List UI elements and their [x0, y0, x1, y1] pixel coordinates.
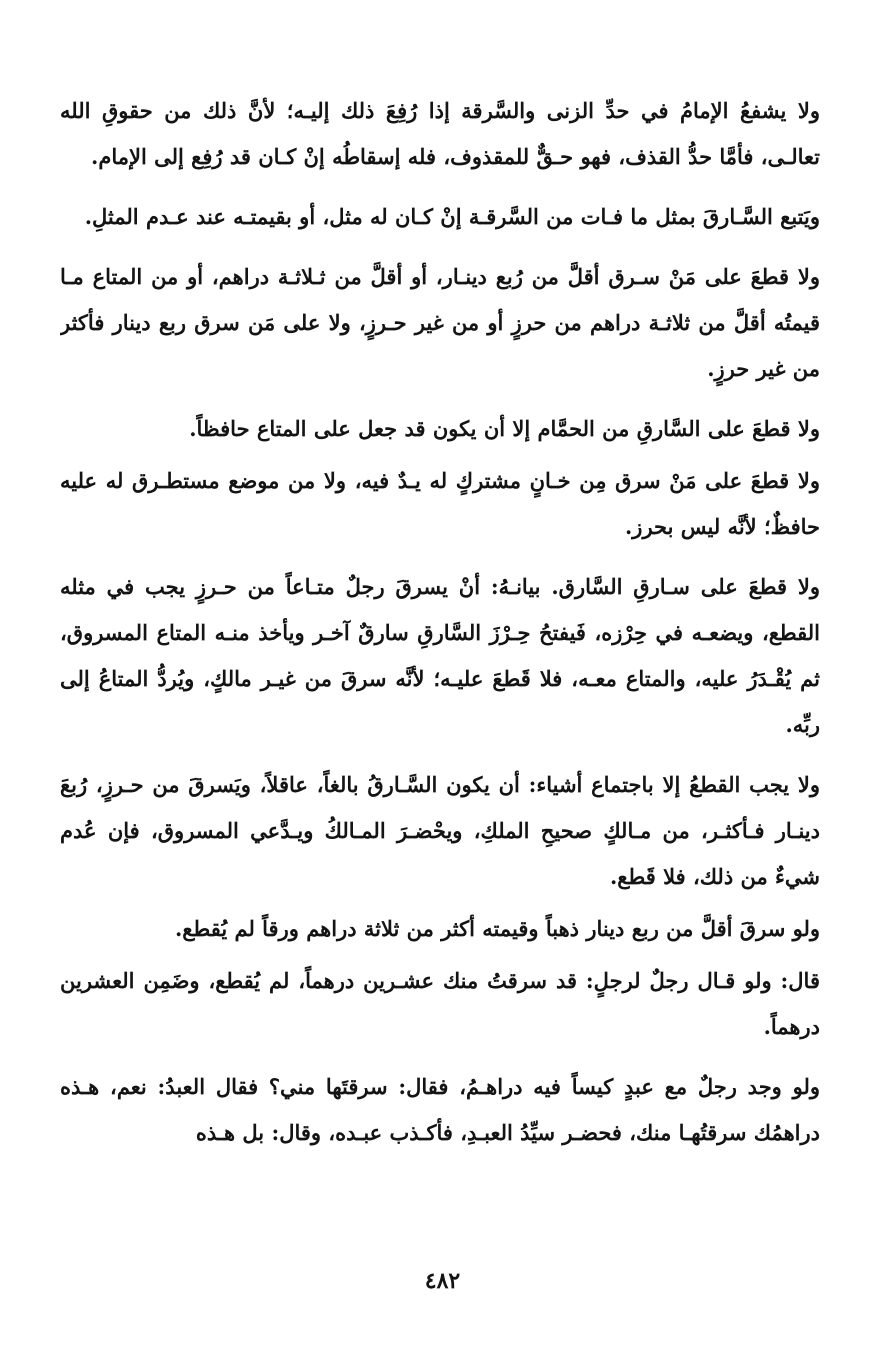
paragraph-slave-purse: ولو وجد رجلٌ مع عبدٍ كيساً فيه دراهـمُ، فقال: سرقتَها مني؟ فقال العبدُ: نعم، هـذه دراهمُك سرقتُهـا منك، فحضـر سيِّدُ العبـدِ، فأكـذب عبـده، وقال: بل هـذه	[60, 1074, 820, 1145]
paragraph-intercession: ولا يشفعُ الإمامُ في حدِّ الزنى والسَّرقة إذا رُفِعَ ذلك إليـه؛ لأنَّ ذلك من حقوقِ الله تعالـى، فأمَّا حدُّ القذف، فهو حـقٌّ للمقذوف، فله إسقاطُه إنْ كـان قد رُفِع إلى الإمام.	[60, 98, 820, 169]
paragraph-restitution: ويَتبع السَّـارقَ بمثل ما فـات من السَّرقـة إنْ كـان له مثل، أو بقيمتـه عند عـدم المثلِ.	[84, 204, 820, 229]
paragraph-bathhouse: ولا قطعَ على السَّارقِ من الحمَّام إلا أن يكون قد جعل على المتاع حافظاً.	[189, 416, 820, 441]
paragraph-shared-inn: ولا قطعَ على مَنْ سرق مِن خـانٍ مشتركٍ له يـدٌ فيه، ولا من موضع مستطـرق له عليه حافظٌ؛ لأنَّه ليس بحرز.	[60, 468, 820, 539]
paragraph-minimum-value: ولا قطعَ على مَنْ سـرق أقلَّ من رُبع دينـار، أو أقلَّ من ثـلاثـة دراهم، أو من المتاع مـا قيمتُه أقلَّ من ثلاثـة دراهم من حرزٍ أو من غير حـرزٍ، ولا على مَن سرق ربع دينار فأكثر من غير حرزٍ.	[60, 264, 820, 381]
paragraph-gold-silver: ولو سرقَ أقلَّ من ربع دينار ذهباً وقيمته أكثر من ثلاثة دراهم ورقاً لم يُقطع.	[174, 916, 820, 941]
page-body	[60, 88, 820, 1318]
paragraph-confession: قال: ولو قـال رجلٌ لرجلٍ: قد سرقتُ منك عشـرين درهماً، لم يُقطع، وضَمِن العشرين درهماً.	[60, 968, 820, 1039]
paragraph-conditions: ولا يجب القطعُ إلا باجتماع أشياء: أن يكون السَّـارقُ بالغاً، عاقلاً، ويَسرقَ من حـرزٍ، رُبعَ دينـار فـأكثـر، من مـالكٍ صحيحِ الملكِ، ويحْضـرَ المـالكُ ويـدَّعي المسروق، فإن عُدم شيءٌ من ذلك، فلا قَطع.	[60, 772, 820, 889]
paragraph-thief-of-thief: ولا قطعَ على سـارقِ السَّارق. بيانـهُ: أنْ يسرقَ رجلٌ متـاعاً من حـرزٍ يجب في مثله القطع، ويضعـه في حِرْزه، فَيفتحُ حِـرْزَ السَّارقِ سارقٌ آخـر ويأخذ منـه المتاع المسروق، ثم يُقْـدَرُ عليه، والمتاع معـه، فلا قَطعَ عليـه؛ لأنَّه سرقَ من غيـر مالكٍ، ويُردُّ المتاعُ إلى ربِّه.	[60, 574, 820, 737]
page-number: ٤٨٢	[424, 1268, 461, 1294]
